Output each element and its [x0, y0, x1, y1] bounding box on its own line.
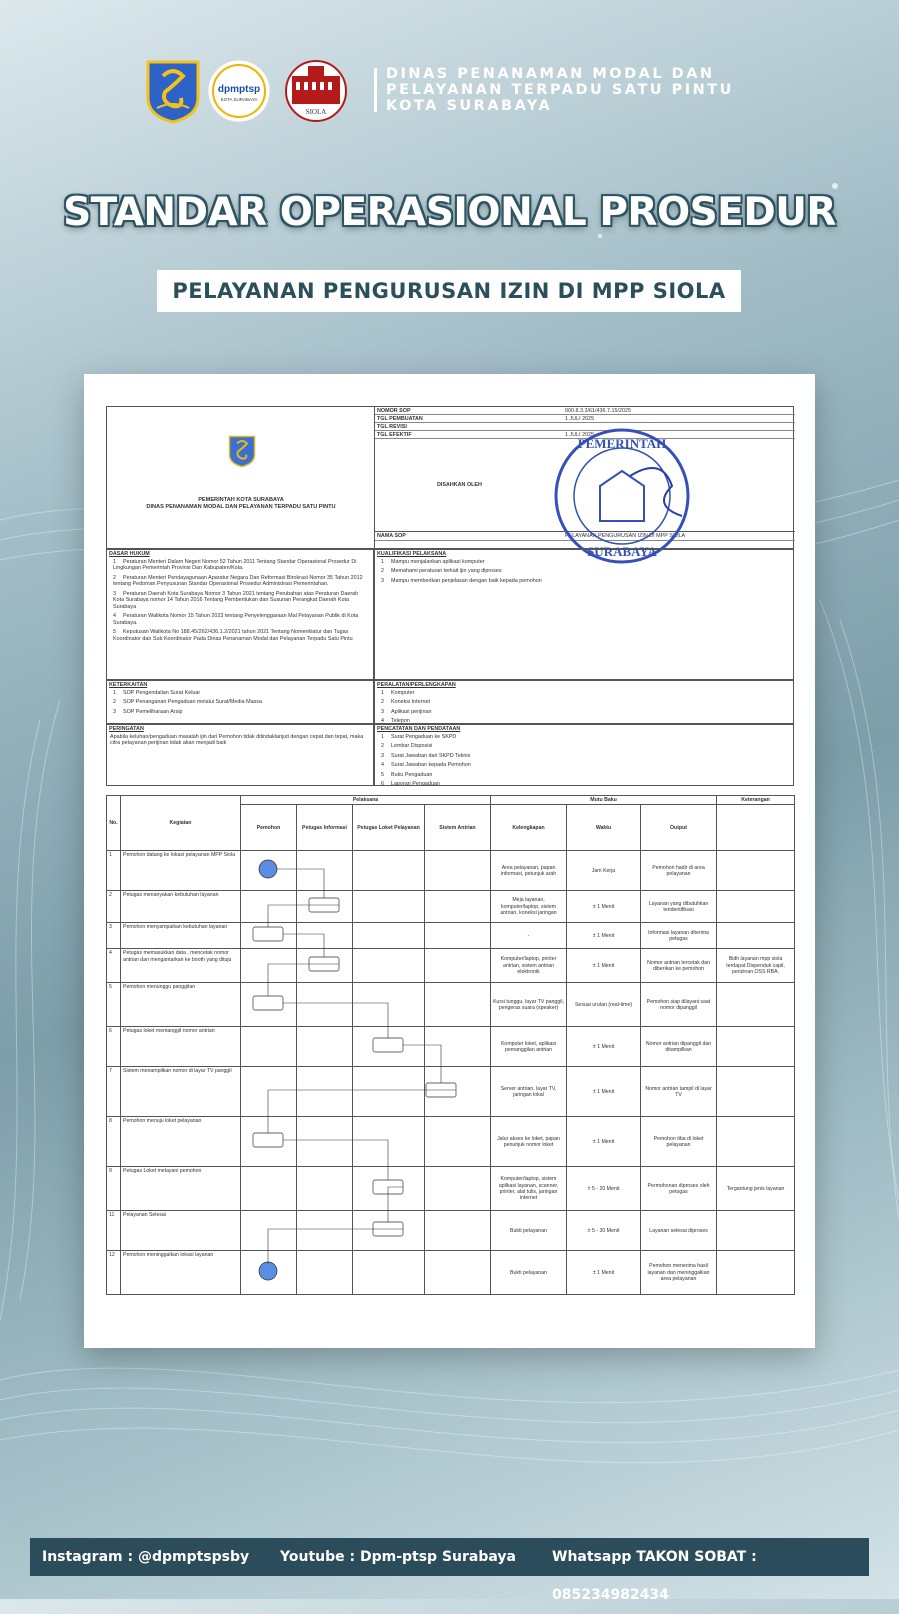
lane-queue-system — [425, 983, 491, 1027]
lane-applicant — [241, 1167, 297, 1211]
meta-key: TGL PEMBUATAN — [377, 416, 423, 422]
lane-counter-officer — [353, 1167, 425, 1211]
flow-output: Nomor antrian tercetak dan diberikan ke pemohon — [641, 949, 717, 983]
flow-notes — [717, 983, 795, 1027]
lane-queue-system — [425, 1067, 491, 1117]
flow-time: ± 1 Menit — [567, 923, 641, 949]
flow-step-number: 1 — [107, 851, 121, 891]
legal-basis-list — [107, 559, 373, 643]
flow-output: Layanan selesai diproses — [641, 1211, 717, 1251]
col-quality-header: Mutu Baku — [491, 796, 717, 805]
lane-info-officer — [297, 949, 353, 983]
flow-requirements: Komputer loket, aplikasi pemanggilan antrian — [491, 1027, 567, 1067]
col-notes-header: Keterangan — [717, 796, 795, 805]
lane-counter-officer — [353, 851, 425, 891]
flow-step-number: 4 — [107, 949, 121, 983]
lane-applicant — [241, 1027, 297, 1067]
flow-time: ± 1 Menit — [567, 949, 641, 983]
lane-info-officer — [297, 1027, 353, 1067]
list-item-number: 2 — [381, 699, 384, 705]
agency-line-2: PELAYANAN TERPADU SATU PINTU — [386, 82, 734, 98]
list-item-text: Buku Pengaduan — [391, 771, 433, 778]
flow-row — [107, 1167, 795, 1211]
related-sop-section — [106, 680, 374, 724]
warning-section — [106, 724, 374, 786]
legal-basis-section — [106, 549, 374, 680]
flow-activity: Pemohon menyampaikan kebutuhan layanan — [121, 923, 241, 949]
svg-text:dpmptsp: dpmptsp — [217, 84, 261, 95]
lane-applicant — [241, 851, 297, 891]
qualification-section — [374, 549, 794, 680]
flow-requirements: Komputer/laptop, sistem aplikasi layanan, scanner, printer, alat tulis, jaringan internet — [491, 1167, 567, 1211]
list-item-number: 2 — [381, 568, 384, 574]
header — [140, 54, 760, 134]
list-item-text: Keputusan Walikota No 188.45/262/436.1.2/2021 tahun 2021 Tentang Nomenklatur dan Tugas Koordinator dan Sub Koordinator Pada Dinas Penanaman Modal dan Pelayanan Terpadu Satu Pintu — [113, 629, 353, 642]
meta-key: TGL REVISI — [377, 424, 407, 430]
lane-queue-system — [425, 1027, 491, 1067]
list-item-text: Aplikasi perijinan — [391, 708, 432, 715]
header-separator — [374, 68, 377, 112]
flow-row — [107, 891, 795, 923]
flow-requirements: Kursi tunggu, layar TV panggil, pengeras suara (speaker) — [491, 983, 567, 1027]
flow-notes — [717, 1211, 795, 1251]
list-item-number: 2 — [113, 574, 116, 581]
lane-info-officer — [297, 1067, 353, 1117]
flow-step-number: 6 — [107, 1027, 121, 1067]
list-item — [113, 575, 369, 588]
list-item-number: 1 — [381, 733, 384, 740]
flow-time: ± 1 Menit — [567, 1027, 641, 1067]
flow-notes — [717, 1251, 795, 1295]
whatsapp-link[interactable]: Whatsapp TAKON SOBAT : 085234982434 — [552, 1549, 757, 1603]
col-requirements-header: Kelengkapan — [491, 805, 567, 851]
list-item-text: Laporan Pengaduan — [391, 781, 440, 787]
lane-counter-officer — [353, 983, 425, 1027]
flow-time: Sesuai urutan (real-time) — [567, 983, 641, 1027]
list-item — [113, 591, 369, 611]
list-item-text: Peraturan Walikota Nomor 15 Tahun 2023 tentang Penyelenggaraan Mal Pelayanan Publik di Kota Surabaya. — [113, 613, 359, 626]
meta-value: 1 JULI 2025 — [565, 416, 595, 422]
meta-value: 1 JULI 2025 — [565, 432, 595, 438]
list-item-text: Komputer — [391, 689, 415, 696]
flow-step-number: 11 — [107, 1211, 121, 1251]
col-applicant-header: Pemohon — [241, 805, 297, 851]
equipment-list — [375, 690, 793, 725]
list-item-text: Koneksi Internet — [391, 699, 430, 705]
lane-applicant — [241, 1251, 297, 1295]
lane-applicant — [241, 949, 297, 983]
lane-counter-officer — [353, 1211, 425, 1251]
list-item — [381, 772, 789, 779]
list-item — [381, 781, 789, 788]
list-item-text: Surat Jawaban dari SKPD Teknis — [391, 752, 471, 759]
lane-info-officer — [297, 1167, 353, 1211]
lane-counter-officer — [353, 891, 425, 923]
list-item-number: 5 — [381, 771, 384, 778]
equipment-title: PERALATAN/PERLENGKAPAN — [377, 682, 456, 688]
flow-step-number: 2 — [107, 891, 121, 923]
list-item-number: 4 — [381, 718, 384, 724]
svg-text:KOTA SURABAYA: KOTA SURABAYA — [220, 97, 258, 102]
list-item — [381, 743, 789, 750]
list-item-number: 3 — [113, 590, 116, 597]
equipment-section — [374, 680, 794, 724]
flow-output: Nomor antrian dipanggil dan ditampilkan — [641, 1027, 717, 1067]
lane-applicant — [241, 923, 297, 949]
list-item — [381, 699, 789, 706]
flow-time: ± 1 Menit — [567, 1117, 641, 1167]
flow-output: Pemohon menerima hasil layanan dan meninggalkan area pelayanan — [641, 1251, 717, 1295]
list-item-text: Surat Pengaduan ke SKPD — [391, 733, 457, 740]
list-item-text: Memahami peraturan terkait ijin yang diproses — [391, 568, 502, 574]
flow-time: ± 5 - 20 Menit — [567, 1167, 641, 1211]
list-item — [113, 690, 369, 697]
sop-sheet — [106, 406, 794, 1322]
sop-name-label: NAMA SOP — [377, 533, 406, 539]
list-item-text: Mampu menjalankan aplikasi komputer — [391, 558, 485, 565]
col-queue-system-header: Sistem Antrian — [425, 805, 491, 851]
lane-counter-officer — [353, 923, 425, 949]
list-item — [113, 559, 369, 572]
meta-key: TGL EFEKTIF — [377, 432, 412, 438]
list-item-number: 3 — [381, 708, 384, 715]
list-item — [113, 699, 369, 706]
flow-output: Pemohon tiba di loket pelayanan — [641, 1117, 717, 1167]
col-counter-officer-header: Petugas Loket Pelayanan — [353, 805, 425, 851]
list-item-number: 3 — [113, 708, 116, 715]
flow-step-number: 7 — [107, 1067, 121, 1117]
list-item-number: 1 — [381, 689, 384, 696]
lane-applicant — [241, 891, 297, 923]
lane-info-officer — [297, 1251, 353, 1295]
flow-activity: Pelayanan Selesai — [121, 1211, 241, 1251]
list-item — [381, 734, 789, 741]
page-title: STANDAR OPERASIONAL PROSEDUR — [63, 190, 836, 235]
approved-by-label: DISAHKAN OLEH — [437, 482, 482, 488]
sop-header-left — [107, 407, 375, 548]
procedure-flow-table — [106, 795, 795, 1295]
list-item-number: 5 — [113, 629, 116, 635]
meta-key: NOMOR SOP — [377, 408, 411, 414]
lane-queue-system — [425, 1211, 491, 1251]
sop-name-value: PELAYANAN PENGURUSAN IZIN DI MPP SIOLA — [565, 533, 686, 539]
flow-row — [107, 949, 795, 983]
govt-line-1: PEMERINTAH KOTA SURABAYA — [198, 497, 284, 503]
flow-time: ± 1 Menit — [567, 1067, 641, 1117]
lane-queue-system — [425, 1167, 491, 1211]
list-item — [113, 613, 369, 626]
lane-info-officer — [297, 851, 353, 891]
lane-info-officer — [297, 983, 353, 1027]
flow-output: Nomor antrian tampil di layar TV — [641, 1067, 717, 1117]
list-item-text: Lembar Disposisi — [391, 743, 433, 749]
siola-logo — [280, 58, 352, 124]
flow-activity: Sistem menampilkan nomor di layar TV panggil — [121, 1067, 241, 1117]
flow-notes: Tergantung jenis layanan — [717, 1167, 795, 1211]
svg-text:SIOLA: SIOLA — [305, 108, 327, 116]
warning-text: Apabila keluhan/pengaduan masalah ijin dari Pemohon tidak ditindaklanjuti dengan cepat dan tepat, maka citra pelayanan perijinan tidak akan menjadi baik — [110, 733, 364, 746]
page-subtitle: PELAYANAN PENGURUSAN IZIN DI MPP SIOLA — [157, 270, 741, 312]
list-item — [381, 559, 789, 566]
flow-notes — [717, 923, 795, 949]
lane-counter-officer — [353, 1027, 425, 1067]
flow-requirements: Area pelayanan, papan informasi, petunjuk arah — [491, 851, 567, 891]
lane-queue-system — [425, 1117, 491, 1167]
list-item-number: 2 — [381, 743, 384, 749]
list-item-text: Telepon — [391, 718, 410, 724]
warning-title: PERINGATAN — [109, 726, 144, 732]
flow-requirements: Bukti pelayanan — [491, 1251, 567, 1295]
list-item-number: 4 — [113, 613, 116, 619]
list-item-number: 1 — [113, 689, 116, 696]
flow-rows — [107, 851, 795, 1295]
govt-title — [107, 497, 375, 510]
lane-counter-officer — [353, 949, 425, 983]
flow-notes — [717, 891, 795, 923]
flow-step-number: 9 — [107, 1167, 121, 1211]
list-item — [113, 709, 369, 716]
flow-notes — [717, 851, 795, 891]
lane-applicant — [241, 983, 297, 1027]
flow-requirements: Server antrian, layar TV, jaringan lokal — [491, 1067, 567, 1117]
lane-info-officer — [297, 1117, 353, 1167]
flow-activity: Petugas Loket melayani pemohon — [121, 1167, 241, 1211]
list-item-number: 2 — [113, 699, 116, 705]
flow-row — [107, 923, 795, 949]
flow-requirements: Komputer/laptop, printer antrian, sistem antrian elektronik — [491, 949, 567, 983]
lane-info-officer — [297, 891, 353, 923]
flow-activity: Petugas menanyakan kebutuhan layanan — [121, 891, 241, 923]
list-item-text: SOP Pengendalian Surat Keluar — [123, 689, 201, 696]
flow-requirements: Meja layanan, komputer/laptop, sistem antrian, koneksi jaringan — [491, 891, 567, 923]
lane-counter-officer — [353, 1251, 425, 1295]
surabaya-crest-icon — [227, 433, 257, 469]
lane-applicant — [241, 1211, 297, 1251]
flow-requirements: Jalur akses ke loket, papan penunjuk nomor loket — [491, 1117, 567, 1167]
lane-queue-system — [425, 949, 491, 983]
meta-row — [375, 407, 795, 415]
instagram-link[interactable]: Instagram : @dpmptspsby — [42, 1549, 250, 1565]
lane-applicant — [241, 1117, 297, 1167]
youtube-link[interactable]: Youtube : Dpm-ptsp Surabaya — [280, 1549, 516, 1565]
sop-document — [84, 374, 815, 1348]
lane-queue-system — [425, 851, 491, 891]
flow-row — [107, 983, 795, 1027]
list-item — [381, 762, 789, 769]
agency-name — [386, 66, 734, 114]
flow-notes — [717, 1027, 795, 1067]
flow-activity: Pemohon menunggu panggilan — [121, 983, 241, 1027]
flow-output: Layanan yang dibutuhkan teridentifikasi — [641, 891, 717, 923]
flow-activity: Pemohon datang ke lokasi pelayanan MPP Siola — [121, 851, 241, 891]
qualification-list — [375, 559, 793, 585]
list-item-number: 3 — [381, 577, 384, 584]
qualification-title: KUALIFIKASI PELAKSANA — [377, 551, 447, 557]
lane-counter-officer — [353, 1117, 425, 1167]
list-item-text: SOP Pemeliharaan Arsip — [123, 708, 183, 715]
flow-activity: Pemohon meninggalkan lokasi layanan — [121, 1251, 241, 1295]
flow-output: Informasi layanan diterima petugas — [641, 923, 717, 949]
flow-time: ± 5 - 30 Menit — [567, 1211, 641, 1251]
flow-activity: Petugas memasukkan data , mencetak nomor antrian dan mengantarkan ke booth yang dituju — [121, 949, 241, 983]
flow-step-number: 3 — [107, 923, 121, 949]
col-notes-subheader — [717, 805, 795, 851]
surabaya-crest-logo — [140, 58, 206, 124]
flow-time: ± 1 Menit — [567, 891, 641, 923]
flow-row — [107, 1067, 795, 1117]
agency-line-3: KOTA SURABAYA — [386, 98, 553, 114]
flow-row — [107, 1117, 795, 1167]
list-item-number: 3 — [381, 752, 384, 759]
list-item — [381, 578, 789, 585]
list-item-number: 6 — [381, 781, 384, 787]
dpmptsp-logo — [206, 58, 272, 124]
col-time-header: Waktu — [567, 805, 641, 851]
legal-basis-title: DASAR HUKUM — [109, 551, 150, 557]
flow-step-number: 12 — [107, 1251, 121, 1295]
lane-info-officer — [297, 923, 353, 949]
flow-row — [107, 851, 795, 891]
flow-output: Permohonan diproses oleh petugas — [641, 1167, 717, 1211]
list-item-text: Surat Jawaban kepada Pemohon — [391, 762, 471, 768]
flow-row — [107, 1211, 795, 1251]
flow-notes: Bidh layanan mpp siola terdapat Dispenduk capil, perizinan OSS RBA. — [717, 949, 795, 983]
meta-row — [375, 415, 795, 423]
records-title: PENCATATAN DAN PENDATAAN — [377, 726, 461, 732]
flow-row — [107, 1027, 795, 1067]
footer-bar — [30, 1538, 869, 1603]
col-executor-header: Pelaksana — [241, 796, 491, 805]
lane-queue-system — [425, 891, 491, 923]
lane-queue-system — [425, 923, 491, 949]
list-item — [381, 690, 789, 697]
flow-requirements: Bukti pelayanan — [491, 1211, 567, 1251]
agency-line-1: DINAS PENANAMAN MODAL DAN — [386, 66, 715, 82]
lane-queue-system — [425, 1251, 491, 1295]
records-list — [375, 734, 793, 788]
list-item-text: Peraturan Menteri Dalam Negeri Nomor 52 Tahun 2011 Tentang Standar Operasional Prosedur Di Lingkungan Pemerintah Provinsi Dan Kabupaten/Kota. — [113, 558, 357, 571]
list-item-number: 1 — [113, 558, 116, 565]
list-item-text: SOP Penanganan Pengaduan melalui Surat/Media Massa — [123, 699, 262, 705]
flow-step-number: 5 — [107, 983, 121, 1027]
stamp-top-text: PEMERINTAH — [577, 436, 667, 451]
lane-counter-officer — [353, 1067, 425, 1117]
col-output-header: Output — [641, 805, 717, 851]
stamp-bottom-text: SURABAYA — [587, 544, 657, 559]
list-item — [381, 568, 789, 575]
list-item-number: 4 — [381, 762, 384, 768]
govt-line-2: DINAS PENANAMAN MODAL DAN PELAYANAN TERPADU SATU PINTU — [146, 503, 336, 510]
records-section — [374, 724, 794, 786]
list-item-text: Peraturan Menteri Pendayagunaan Aparatur Negara Dan Reformasi Birokrasi Nomor 35 Tahun 2012 tentang Pedoman Penyusunan Standar Operasional Prosedur Administrasi Pemerintahan. — [113, 574, 363, 587]
official-stamp — [552, 426, 692, 566]
flow-notes — [717, 1067, 795, 1117]
flow-row — [107, 1251, 795, 1295]
flow-activity: Pemohon menuju loket pelayanan — [121, 1117, 241, 1167]
related-sop-list — [107, 690, 373, 716]
flow-output: Pemohon siap dilayani saat nomor dipanggil — [641, 983, 717, 1027]
list-item-text: Mampu memberikan penjelasan dengan baik kepada pemohon — [391, 577, 542, 584]
flow-time: Jam Kerja — [567, 851, 641, 891]
flow-time: ± 1 Menit — [567, 1251, 641, 1295]
flow-notes — [717, 1117, 795, 1167]
list-item-text: Peraturan Daerah Kota Surabaya Nomor 3 Tahun 2021 tentang Perubahan atas Peraturan Daerah Kota Surabaya nomor 14 Tahun 2016 Tentang Pembentukan dan Susunan Perangkat Daerah Kota Surabaya — [113, 590, 359, 610]
col-info-officer-header: Petugas Informasi — [297, 805, 353, 851]
lane-info-officer — [297, 1211, 353, 1251]
flow-activity: Petugas loket memanggil nomor antrian — [121, 1027, 241, 1067]
list-item — [381, 709, 789, 716]
flow-requirements: - — [491, 923, 567, 949]
list-item-number: 1 — [381, 558, 384, 565]
col-activity-header: Kegiatan — [121, 796, 241, 851]
col-no-header: No. — [107, 796, 121, 851]
flow-output: Pemohon hadir di area pelayanan — [641, 851, 717, 891]
list-item — [381, 753, 789, 760]
flow-step-number: 8 — [107, 1117, 121, 1167]
list-item — [113, 629, 369, 642]
meta-value: 000.8.3.3/61/436.7.15/2025 — [565, 408, 631, 414]
lane-applicant — [241, 1067, 297, 1117]
related-sop-title: KETERKAITAN — [109, 682, 148, 688]
